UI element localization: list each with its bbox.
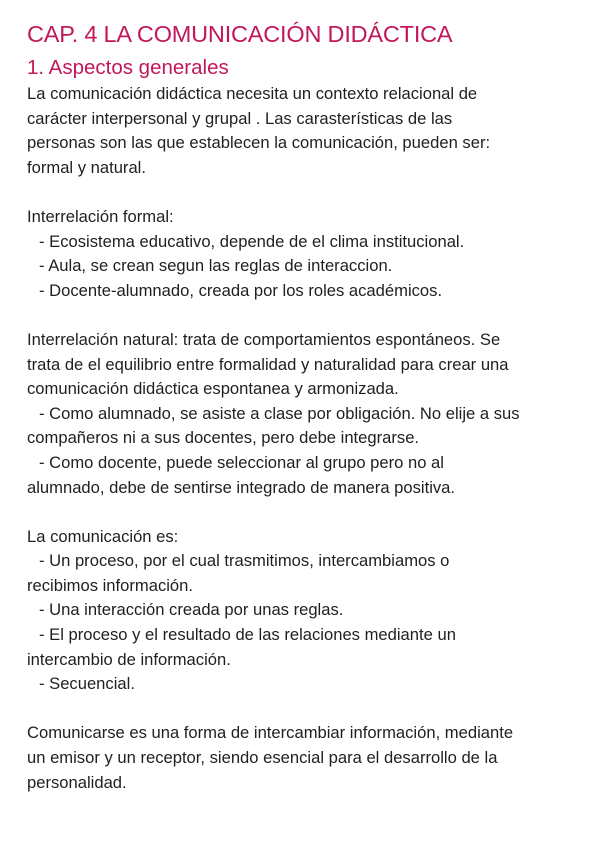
formal-heading: Interrelación formal: (27, 206, 174, 226)
spacer (27, 180, 577, 205)
chapter-title: CAP. 4 LA COMUNICACIÓN DIDÁCTICA (27, 21, 453, 47)
comunicacion-item: - Secuencial. (39, 674, 135, 694)
conclusion-paragraph: Comunicarse es una forma de intercambiar información, mediante un emisor y un receptor, siendo esencial para el desarrollo de la personalidad. (27, 723, 514, 792)
comunicacion-heading: La comunicación es: (27, 526, 179, 546)
spacer (27, 303, 577, 328)
natural-item: - Como docente, puede seleccionar al grupo pero no al alumnado, debe de sentirse integrado de manera positiva. (27, 452, 456, 497)
comunicacion-item: - Una interacción creada por unas reglas. (39, 600, 344, 620)
document-page (27, 18, 577, 795)
formal-item: - Ecosistema educativo, depende de el clima institucional. (39, 231, 465, 251)
spacer (27, 500, 577, 525)
comunicacion-item: - El proceso y el resultado de las relaciones mediante un intercambio de información. (27, 625, 456, 669)
intro-paragraph: La comunicación didáctica necesita un contexto relacional de carácter interpersonal y grupal . Las carasterísticas de las personas son las que establecen la comunicación, pueden ser: formal y natural. (27, 84, 491, 177)
formal-item: - Docente-alumnado, creada por los roles académicos. (39, 280, 443, 300)
natural-item: - Como alumnado, se asiste a clase por obligación. No elije a sus compañeros ni a sus docentes, pero debe integrarse. (27, 403, 520, 448)
spacer (27, 697, 577, 722)
natural-paragraph: Interrelación natural: trata de comportamientos espontáneos. Se trata de el equilibrio entre formalidad y naturalidad para crear una comunicación didáctica espontanea y armonizada. (27, 329, 509, 399)
section-heading: 1. Aspectos generales (27, 56, 229, 79)
comunicacion-item: - Un proceso, por el cual trasmitimos, intercambiamos o recibimos información. (27, 551, 450, 595)
formal-item: - Aula, se crean segun las reglas de interaccion. (39, 256, 393, 276)
